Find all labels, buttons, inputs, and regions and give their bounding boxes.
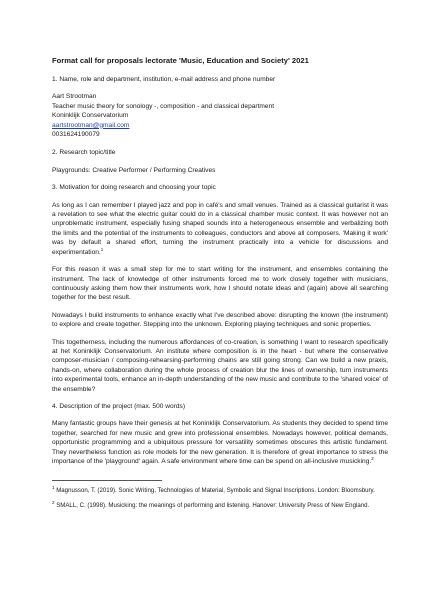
phone-number: 0031624190079 <box>52 131 100 139</box>
description-paragraph-text: Many fantastic groups have their genesis at het Koninklijk Conservatorium. As students they decided to spend time together, searched for new music and grew into professional ensembles. Nowadays however, political demands, opportunistic programming and a ubiquitous pressure for versatility sometimes obscures this artistic fundament. They nevertheless function as role models for the new generation. It is therefore of great importance to stress the importance of the 'playground' again. A safe environment where time can be spend on all-inclusive musicking. <box>52 420 388 465</box>
document-title: Format call for proposals lectorate 'Music, Education and Society' 2021 <box>52 56 309 65</box>
author-institution: Koninklijk Conservatorium <box>52 112 129 120</box>
author-name: Aart Strootman <box>52 93 97 101</box>
footnote-divider <box>52 480 162 481</box>
footnote-2 <box>52 499 388 511</box>
motivation-paragraph-3: Nowadays I build instruments to enhance exactly what I've described above: disrupting the known (the instrument) to explore and create together. Stepping into the unknown. Exploring playing techniques and sonic properties. <box>52 311 388 329</box>
footnote-1 <box>52 487 388 496</box>
motivation-paragraph-1-text: As long as I can remember I played jazz and pop in café's and small venues. Trained as a classical guitarist it was a revelation to see what the electric guitar could do in a classical chamber music context. It was however not an unproblematic instrument, especially fusing shaped sounds into a heterogeneous ensemble and verbalizing both the limits and the potential of the instruments to colleagues, conductors and above all composers. 'Making it work' was by default a shared effort, turning the instrument practically into a vehicle for discussions and experimentation. <box>52 201 388 256</box>
section-3-heading: 3. Motivation for doing research and choosing your topic <box>52 184 216 192</box>
email-line <box>52 121 388 130</box>
contact-block <box>52 92 388 139</box>
section-4-heading: 4. Description of the project (max. 500 words) <box>52 402 186 410</box>
motivation-paragraph-1 <box>52 201 388 257</box>
author-role: Teacher music theory for sonology -, composition - and classical department <box>52 102 275 110</box>
footnote-2-mark: 2 <box>52 499 55 505</box>
section-1-heading: 1. Name, role and department, institution, e-mail address and phone number <box>52 76 276 83</box>
research-title: Playgrounds: Creative Performer / Performing Creatives <box>52 166 216 174</box>
motivation-paragraph-2: For this reason it was a small step for me to start writing for the instrument, and ensembles containing the instrument. The lack of knowledge of other instruments forced me to work closely together with musicians, continuously asking them how their instruments work, how I should notate ideas and (again) above all searching together for the best result. <box>52 266 388 302</box>
footnote-ref-2[interactable]: 2 <box>371 455 374 461</box>
footnote-1-text: Magnusson, T. (2019). Sonic Writing, Technologies of Material, Symbolic and Signal Inscriptions. London: Bloomsbury. <box>56 487 375 495</box>
email-link[interactable]: aartstrootman@gmail.com <box>52 121 130 129</box>
description-paragraph <box>52 419 388 466</box>
motivation-paragraph-4: This togetherness, including the numerous affordances of co-creation, is something I want to research specifically at het Koninklijk Conservatorium. An institute where composition is in the heart - but where the conservative composer-musician / composing-rehearsing-performing chains are still going strong. Can we build a new praxis, hands-on, where collaboration during the whole process of creation blur the lines of ownership, turn instruments into experimental tools, enhance an in-depth understanding of the new music and contribute to the 'shared voice' of the ensemble? <box>52 338 388 393</box>
footnote-2-text: SMALL, C. (1998). Musicking: the meanings of performing and listening. Hanover: University Press of New England. <box>56 502 370 509</box>
section-2-heading: 2. Research topic/title <box>52 149 116 157</box>
footnote-1-mark: 1 <box>52 485 55 491</box>
footnote-ref-1[interactable]: 1 <box>100 246 104 252</box>
